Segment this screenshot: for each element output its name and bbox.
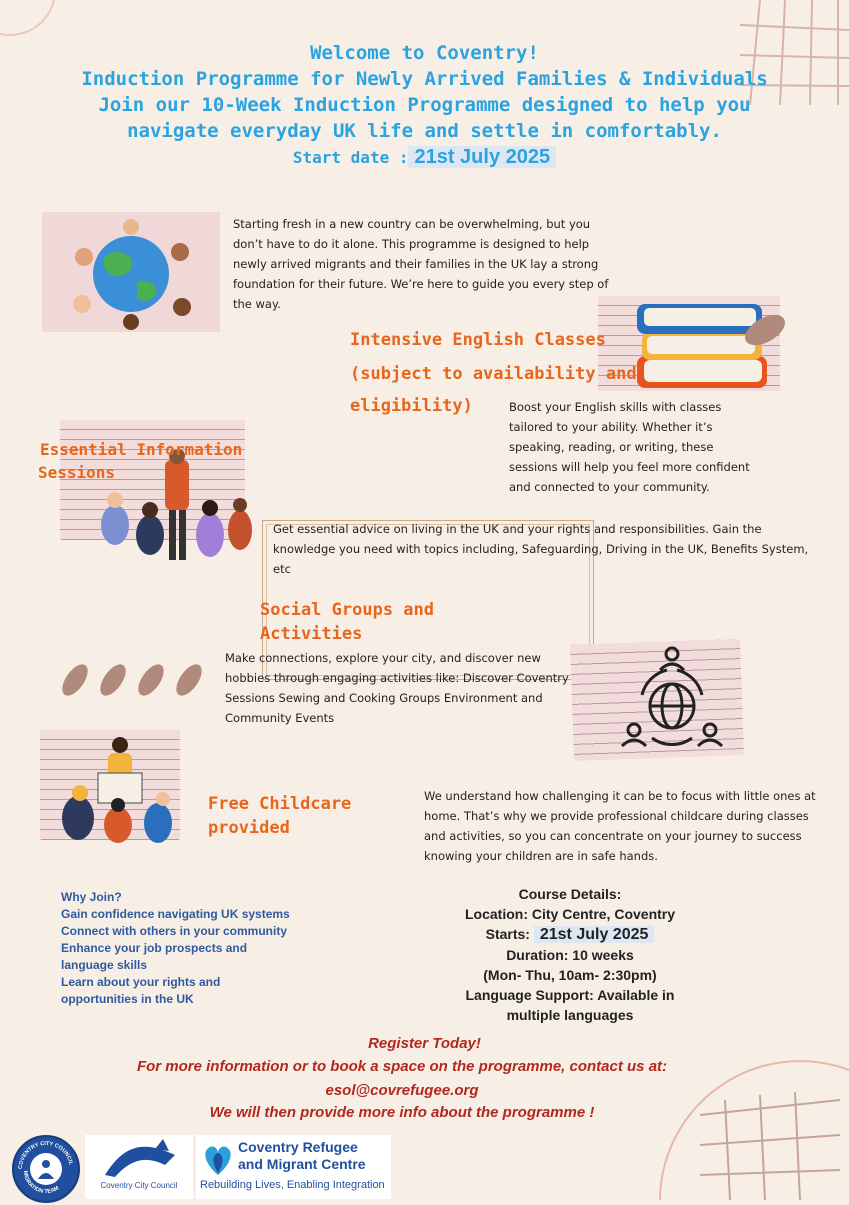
childcare-heading-line2: provided xyxy=(208,818,290,838)
social-heading-line1: Social Groups and xyxy=(260,600,434,620)
info-text: Get essential advice on living in the UK and your rights and responsibilities. Gain the knowledge you need with topics including, Safeguarding, Driving in the UK, Benefits System, etc xyxy=(273,522,809,576)
intro-text: Starting fresh in a new country can be overwhelming, but you don’t have to do it alone. This programme is designed to help newly arrived migrants and their families in the UK lay a strong foundation for their future. We’re here to guide you every step of the way. xyxy=(233,217,609,311)
info-heading-line2: Sessions xyxy=(38,463,116,482)
course-title: Course Details: xyxy=(518,886,622,902)
globe-icon xyxy=(42,212,220,332)
header-line1: Welcome to Coventry! xyxy=(310,42,539,64)
brown-dashes-decor xyxy=(55,660,215,700)
heart-leaf-icon xyxy=(200,1141,236,1177)
start-date-value: 21st July 2025 xyxy=(408,146,556,168)
why-join-item: Connect with others in your community xyxy=(61,924,288,938)
english-heading-line3: eligibility) xyxy=(350,396,473,416)
childcare-text: We understand how challenging it can be to focus with little ones at home. That’s why we provide professional childcare during classes and activities, so you can concentrate on your journey to success knowing your children are in safe hands. xyxy=(424,789,816,863)
start-date-label: Start date : xyxy=(292,148,409,167)
council-logo-text: Coventry City Council xyxy=(100,1181,178,1190)
crmc-logo xyxy=(196,1135,391,1199)
crmc-name-line1: Coventry Refugee xyxy=(238,1139,358,1155)
header-line4: navigate everyday UK life and settle in comfortably. xyxy=(127,120,722,142)
why-join-item: Gain confidence navigating UK systems xyxy=(61,907,290,921)
crmc-tagline: Rebuilding Lives, Enabling Integration xyxy=(200,1179,385,1191)
course-starts-date: 21st July 2025 xyxy=(534,926,655,943)
course-duration: Duration: 10 weeks xyxy=(506,947,634,963)
migration-logo-bottom-text: MIGRATION TEAM xyxy=(21,1170,61,1196)
register-line2: For more information or to book a space on the programme, contact us at: xyxy=(136,1058,668,1075)
why-join-title: Why Join? xyxy=(61,890,122,904)
course-starts xyxy=(420,924,720,945)
why-join-item: Learn about your rights and opportunities in the UK xyxy=(61,975,221,1006)
info-heading-line1: Essential Information xyxy=(40,440,243,459)
english-text: Boost your English skills with classes tailored to your ability. Whether it’s speaking, reading, or writing, these sessions will help you feel more confident and connected to your community. xyxy=(509,400,750,494)
childcare-heading-line1: Free Childcare xyxy=(208,794,352,814)
network-globe-icon xyxy=(612,640,732,760)
register-email-link[interactable]: esol@covrefugee.org xyxy=(325,1082,479,1099)
social-text: Make connections, explore your city, and discover new hobbies through engaging activities like: Discover Coventry Sessions Sewing and Cooking Groups Environment and Community Events xyxy=(225,651,569,725)
course-language-line1: Language Support: Available in xyxy=(465,987,675,1003)
english-heading-line1: Intensive English Classes xyxy=(350,330,606,350)
brown-blob-decor xyxy=(740,310,790,350)
why-join-item: Enhance your job prospects and language skills xyxy=(61,941,248,972)
migration-logo-top-text: COVENTRY CITY COUNCIL xyxy=(17,1140,74,1170)
header-start xyxy=(0,146,849,169)
globe-people-illustration xyxy=(42,212,220,332)
migration-team-logo xyxy=(12,1135,80,1203)
header-line2: Induction Programme for Newly Arrived Families & Individuals xyxy=(81,68,768,90)
register-line4: We will then provide more info about the programme ! xyxy=(209,1104,595,1121)
course-language-line2: multiple languages xyxy=(506,1007,634,1023)
header-line3: Join our 10-Week Induction Programme designed to help you xyxy=(98,94,751,116)
course-details xyxy=(420,884,720,1025)
crmc-name-line2: and Migrant Centre xyxy=(238,1156,366,1172)
childcare-illustration xyxy=(58,733,188,845)
elephant-icon xyxy=(85,1135,193,1181)
english-heading-line2: (subject to availability and xyxy=(350,364,637,384)
classroom-illustration xyxy=(95,450,255,568)
register-title: Register Today! xyxy=(368,1035,481,1052)
course-starts-label: Starts: xyxy=(485,926,530,942)
course-schedule: (Mon- Thu, 10am- 2:30pm) xyxy=(483,967,657,983)
course-location: Location: City Centre, Coventry xyxy=(464,906,676,922)
council-logo xyxy=(85,1135,193,1199)
why-join-list xyxy=(61,889,291,1008)
social-heading-line2: Activities xyxy=(260,624,363,644)
